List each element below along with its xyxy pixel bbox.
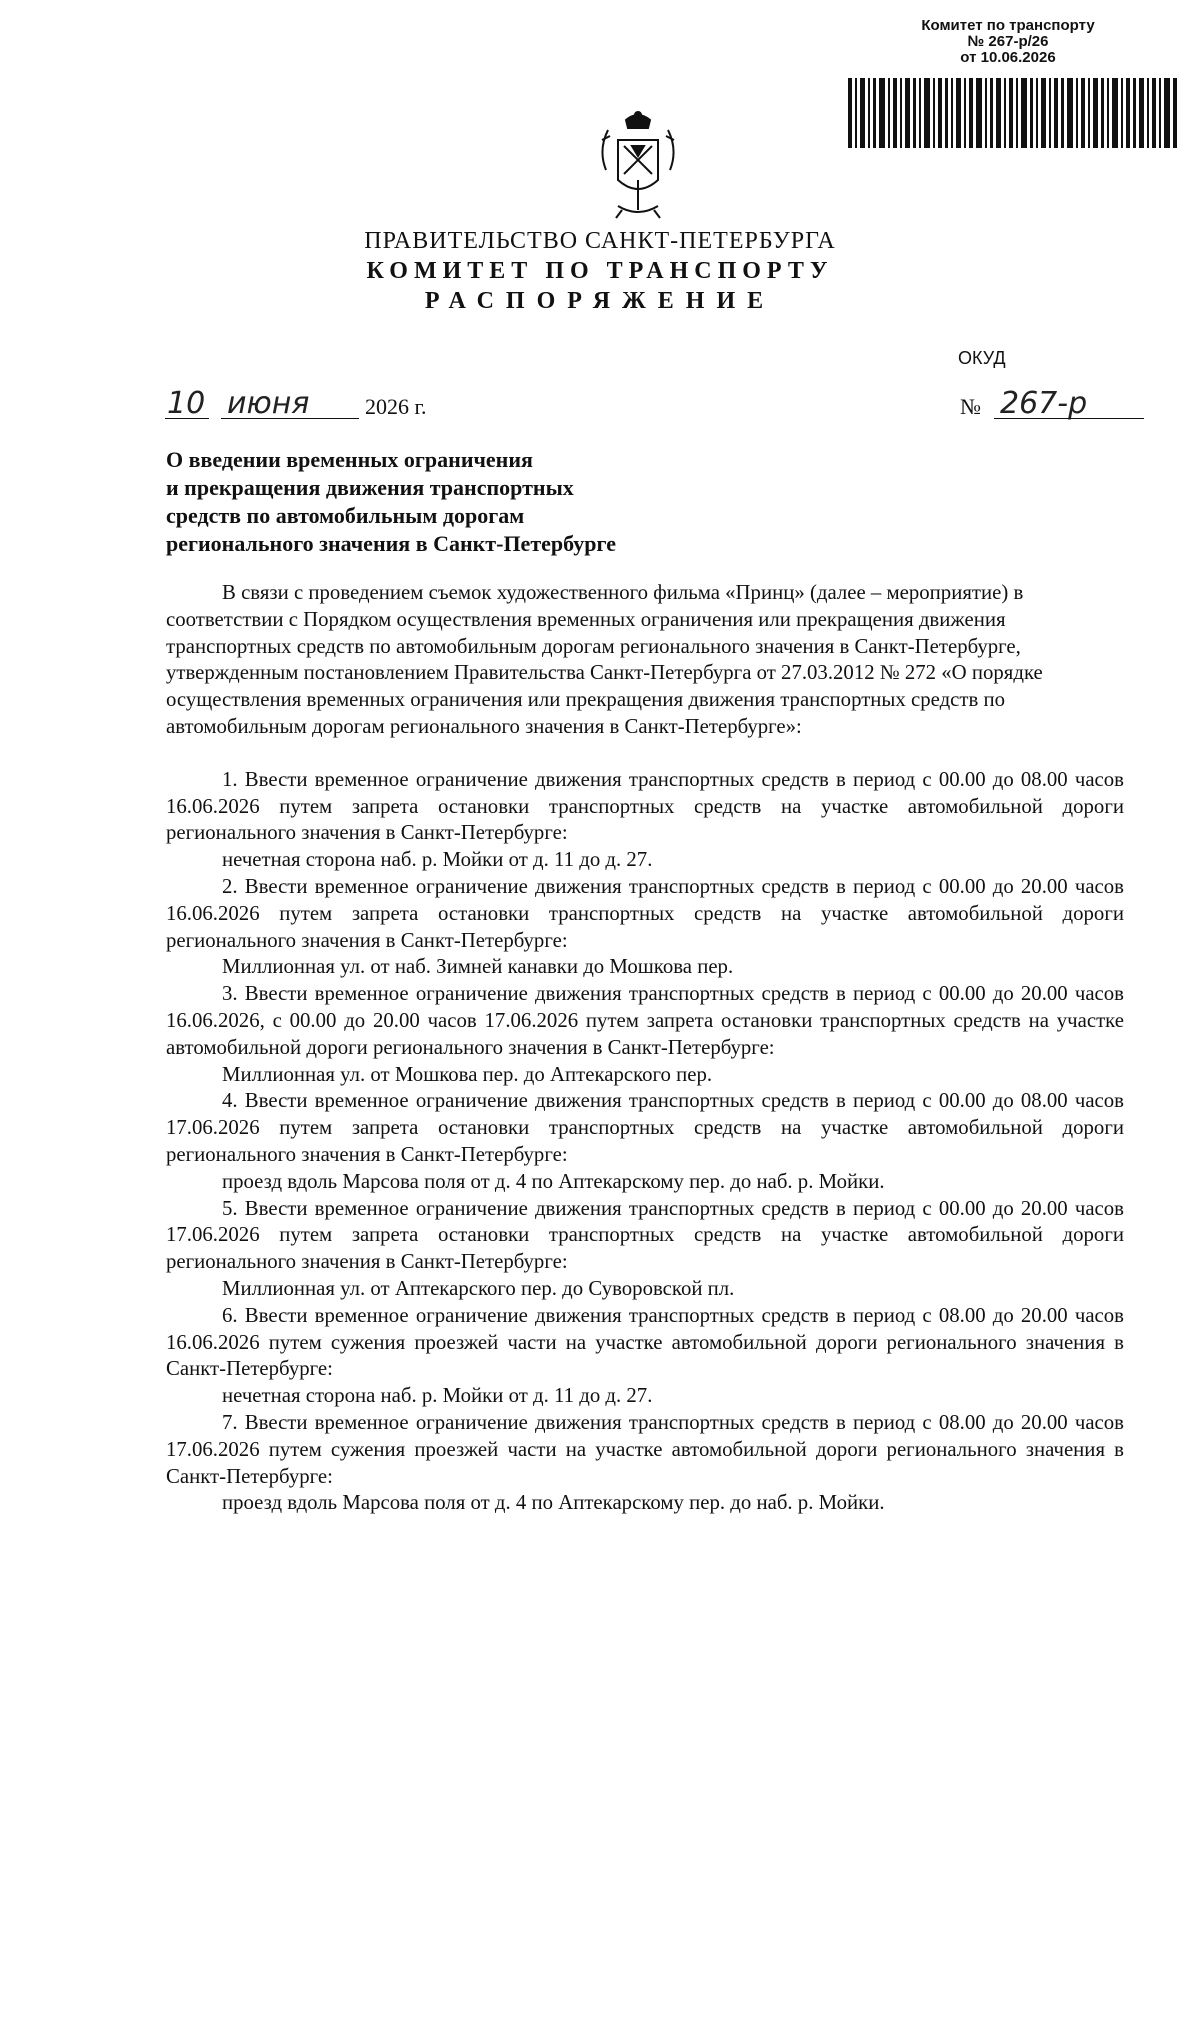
item-1-location: нечетная сторона наб. р. Мойки от д. 11 до д. 27. — [222, 848, 653, 872]
item-6-location: нечетная сторона наб. р. Мойки от д. 11 до д. 27. — [222, 1384, 653, 1408]
okud-label: ОКУД — [958, 348, 1006, 368]
item-2-location: Миллионная ул. от наб. Зимней канавки до Мошкова пер. — [222, 955, 734, 979]
title-line: средств по автомобильным дорогам — [166, 503, 525, 528]
preamble-paragraph: В связи с проведением съемок художественного фильма «Принц» (далее – мероприятие) в соответствии с Порядком осуществления временных ограничения или прекращения движения транспортных средств по автомобильным дорогам регионального значения в Санкт-Петербурге, утвержденным постановлением Правительства Санкт-Петербурга от 27.03.2012 № 272 «О порядке осуществления временных ограничения или прекращения движения транспортных средств по автомобильным дорогам регионального значения в Санкт-Петербурге»: — [166, 581, 1043, 738]
document-date — [165, 386, 545, 424]
document-type-heading: РАСПОРЯЖЕНИЕ — [424, 288, 776, 314]
date-day: 10 — [167, 386, 206, 421]
date-year: 2026 г. — [365, 394, 427, 419]
stamp-number: № 267-р/26 — [967, 33, 1049, 50]
date-month: июня — [227, 386, 310, 421]
document-number — [960, 386, 1180, 424]
title-line: О введении временных ограничения — [166, 447, 533, 472]
coat-of-arms-emblem — [588, 110, 688, 220]
item-5: 5. Ввести временное ограничение движения транспортных средств в период с 00.00 до 20.00 часов 17.06.2026 путем запрета остановки транспортных средств на участке автомобильной дороги регионального значения в Санкт-Петербурге: — [166, 1196, 1124, 1274]
barcode — [848, 78, 1178, 148]
stamp-committee: Комитет по транспорту — [921, 17, 1095, 34]
document-title — [166, 446, 616, 558]
item-6: 6. Ввести временное ограничение движения транспортных средств в период с 08.00 до 20.00 часов 16.06.2026 путем сужения проезжей части на участке автомобильной дороги регионального значения в Санкт-Петербурге: — [166, 1303, 1124, 1381]
committee-heading: КОМИТЕТ ПО ТРАНСПОРТУ — [366, 258, 834, 284]
item-3: 3. Ввести временное ограничение движения транспортных средств в период с 00.00 до 20.00 часов 16.06.2026, с 00.00 до 20.00 часов 17.06.2026 путем запрета остановки транспортных средств на участке автомобильной дороги регионального значения в Санкт-Петербурге: — [166, 982, 1124, 1059]
stamp-date: от 10.06.2026 — [960, 49, 1056, 66]
document-body — [166, 580, 1124, 1517]
item-7-location: проезд вдоль Марсова поля от д. 4 по Аптекарскому пер. до наб. р. Мойки. — [222, 1491, 885, 1515]
item-2: 2. Ввести временное ограничение движения транспортных средств в период с 00.00 до 20.00 часов 16.06.2026 путем запрета остановки транспортных средств на участке автомобильной дороги регионального значения в Санкт-Петербурге: — [166, 874, 1124, 952]
item-1: 1. Ввести временное ограничение движения транспортных средств в период с 00.00 до 08.00 часов 16.06.2026 путем запрета остановки транспортных средств на участке автомобильной дороги регионального значения в Санкт-Петербурге: — [166, 767, 1124, 845]
item-3-location: Миллионная ул. от Мошкова пер. до Аптекарского пер. — [222, 1062, 713, 1086]
title-line: регионального значения в Санкт-Петербурге — [166, 531, 616, 556]
item-4: 4. Ввести временное ограничение движения транспортных средств в период с 00.00 до 08.00 часов 17.06.2026 путем запрета остановки транспортных средств на участке автомобильной дороги регионального значения в Санкт-Петербурге: — [166, 1089, 1124, 1166]
government-heading: ПРАВИТЕЛЬСТВО САНКТ-ПЕТЕРБУРГА — [364, 228, 836, 254]
item-7: 7. Ввести временное ограничение движения транспортных средств в период с 08.00 до 20.00 часов 17.06.2026 путем сужения проезжей части на участке автомобильной дороги регионального значения в Санкт-Петербурге: — [166, 1410, 1124, 1488]
number-sign: № — [960, 394, 981, 419]
registration-stamp — [838, 18, 1178, 66]
number-value: 267-р — [1000, 386, 1088, 421]
title-line: и прекращения движения транспортных — [166, 475, 574, 500]
item-5-location: Миллионная ул. от Аптекарского пер. до Суворовской пл. — [222, 1276, 735, 1300]
item-4-location: проезд вдоль Марсова поля от д. 4 по Аптекарскому пер. до наб. р. Мойки. — [222, 1169, 885, 1193]
